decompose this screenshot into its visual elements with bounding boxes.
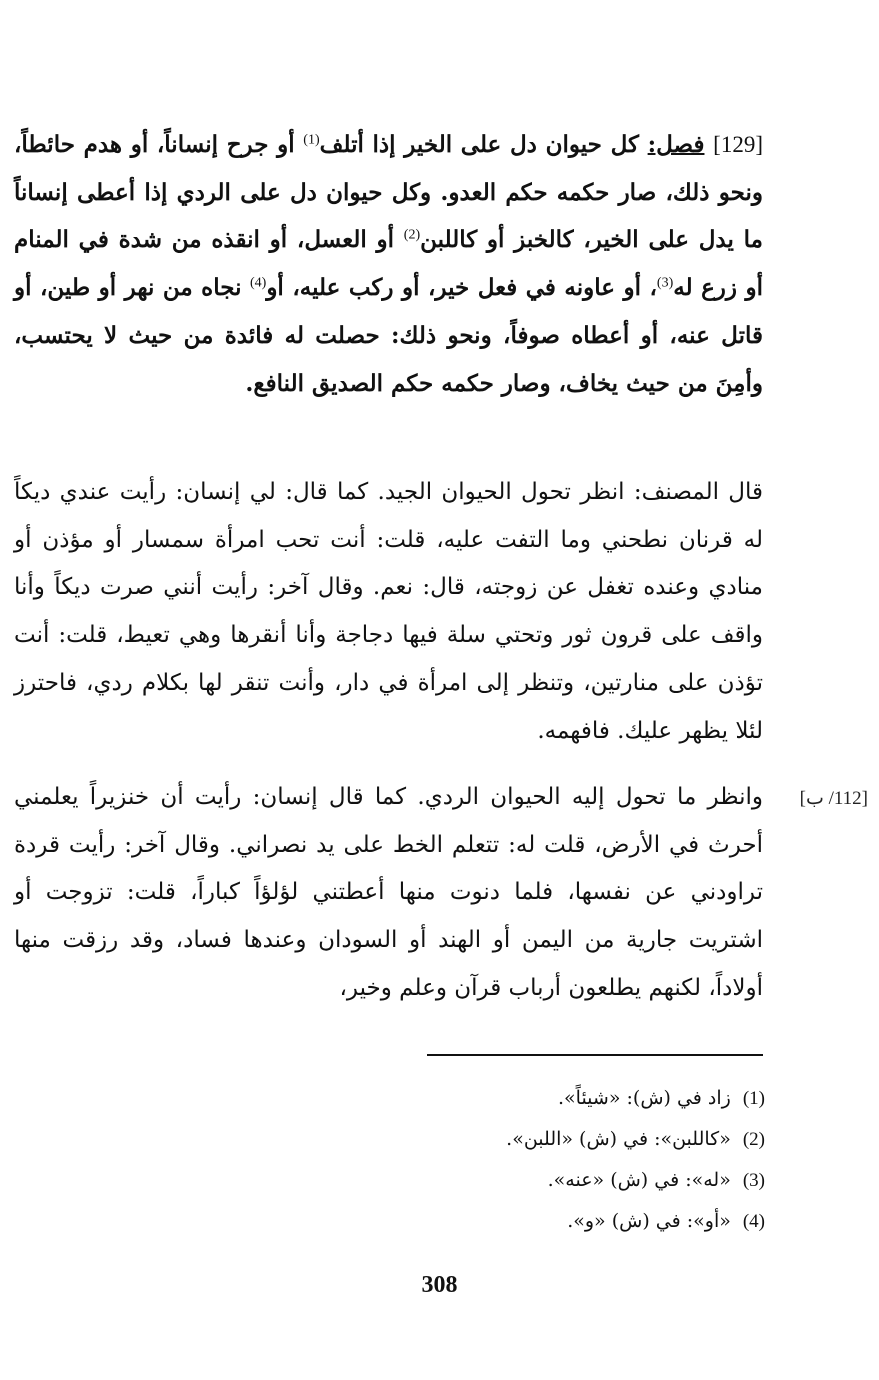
paragraph-129 — [14, 121, 763, 407]
page-number: 308 — [421, 1272, 458, 1298]
paragraph-text-part: أو جرح إنساناً، أو هدم حائطاً، ونحو ذلك، صار حكمه حكم العدو. وكل حيوان دل على الردي إذا أعطى إنساناً ما يدل على الخير، كالخبز أو كاللبن — [14, 131, 763, 254]
footnote-text: «له»: في (ش) «عنه». — [547, 1169, 731, 1191]
footnote-text: «أو»: في (ش) «و». — [567, 1210, 731, 1232]
footnote-text: «كاللبن»: في (ش) «اللبن». — [506, 1128, 731, 1150]
footnote-ref: (1) — [303, 132, 320, 148]
footnote-number: (3) — [742, 1170, 765, 1191]
paragraph-text: وانظر ما تحول إليه الحيوان الردي. كما قال إنسان: رأيت أن خنزيراً يعلمني أحرث في الأرض، قلت له: تتعلم الخط على يد نصراني. وقال آخر: رأيت قردة تراودني عن نفسها، فلما دنوت منها أعطتني لؤلؤاً كباراً، قلت: تزوجت أو اشتريت جارية من اليمن أو الهند أو السودان وعندها فساد، وقد رزقت منها أولاداً، لكنهم يطلعون أرباب قرآن وعلم وخير، — [14, 784, 763, 1001]
footnote-4 — [265, 1201, 765, 1242]
footnote-number: (2) — [742, 1129, 765, 1150]
footnote-ref: (2) — [403, 227, 421, 243]
paragraph-text-part: كل حيوان دل على الخير إذا أتلف — [319, 131, 648, 158]
section-heading: فصل: — [647, 131, 705, 158]
footnote-ref: (4) — [249, 275, 267, 291]
footnotes — [265, 1078, 765, 1242]
footnote-ref: (3) — [656, 275, 674, 291]
footnote-3 — [265, 1160, 765, 1201]
paragraph-number: [129] — [713, 132, 763, 157]
paragraph-good-animal — [14, 469, 763, 755]
footnote-number: (1) — [742, 1088, 765, 1109]
footnote-number: (4) — [742, 1211, 765, 1232]
manuscript-folio-marker: [112/ ب] — [799, 788, 868, 809]
footnote-text: زاد في (ش): «شيئاً». — [558, 1087, 731, 1109]
paragraph-text — [14, 121, 763, 407]
footnote-1 — [265, 1078, 765, 1119]
paragraph-text-part: أو العسل، أو انقذه من شدة في المنام أو زرع له — [14, 226, 764, 302]
paragraph-text: قال المصنف: انظر تحول الحيوان الجيد. كما قال: لي إنسان: رأيت عندي ديكاً له قرنان نطحني وما التفت عليه، قلت: أنت تحب امرأة سمسار أو مؤذن أو منادي وعنده تغفل عن زوجته، قال: نعم. وقال آخر: رأيت أنني صرت ديكاً وأنا واقف على قرون ثور وتحتي سلة فيها دجاجة وأنا أنقرها وهي تعيط، قلت: أنت تؤذن على منارتين، وتنظر إلى امرأة في دار، وأنت تنقر لها بكلام ردي، فاحترز لئلا يظهر عليك. فافهمه. — [14, 479, 763, 744]
paragraph-text-part: نجاه من نهر أو طين، أو قاتل عنه، أو أعطاه صوفاً، ونحو ذلك: حصلت له فائدة من حيث لا يحتسب، وأمِنَ من حيث يخاف، وصار حكمه حكم الصديق النافع. — [14, 274, 763, 397]
footnote-2 — [265, 1119, 765, 1160]
paragraph-bad-animal — [14, 774, 763, 1013]
footnote-separator — [427, 1054, 763, 1056]
paragraph-text-part: ، أو عاونه في فعل خير، أو ركب عليه، أو — [266, 274, 657, 302]
